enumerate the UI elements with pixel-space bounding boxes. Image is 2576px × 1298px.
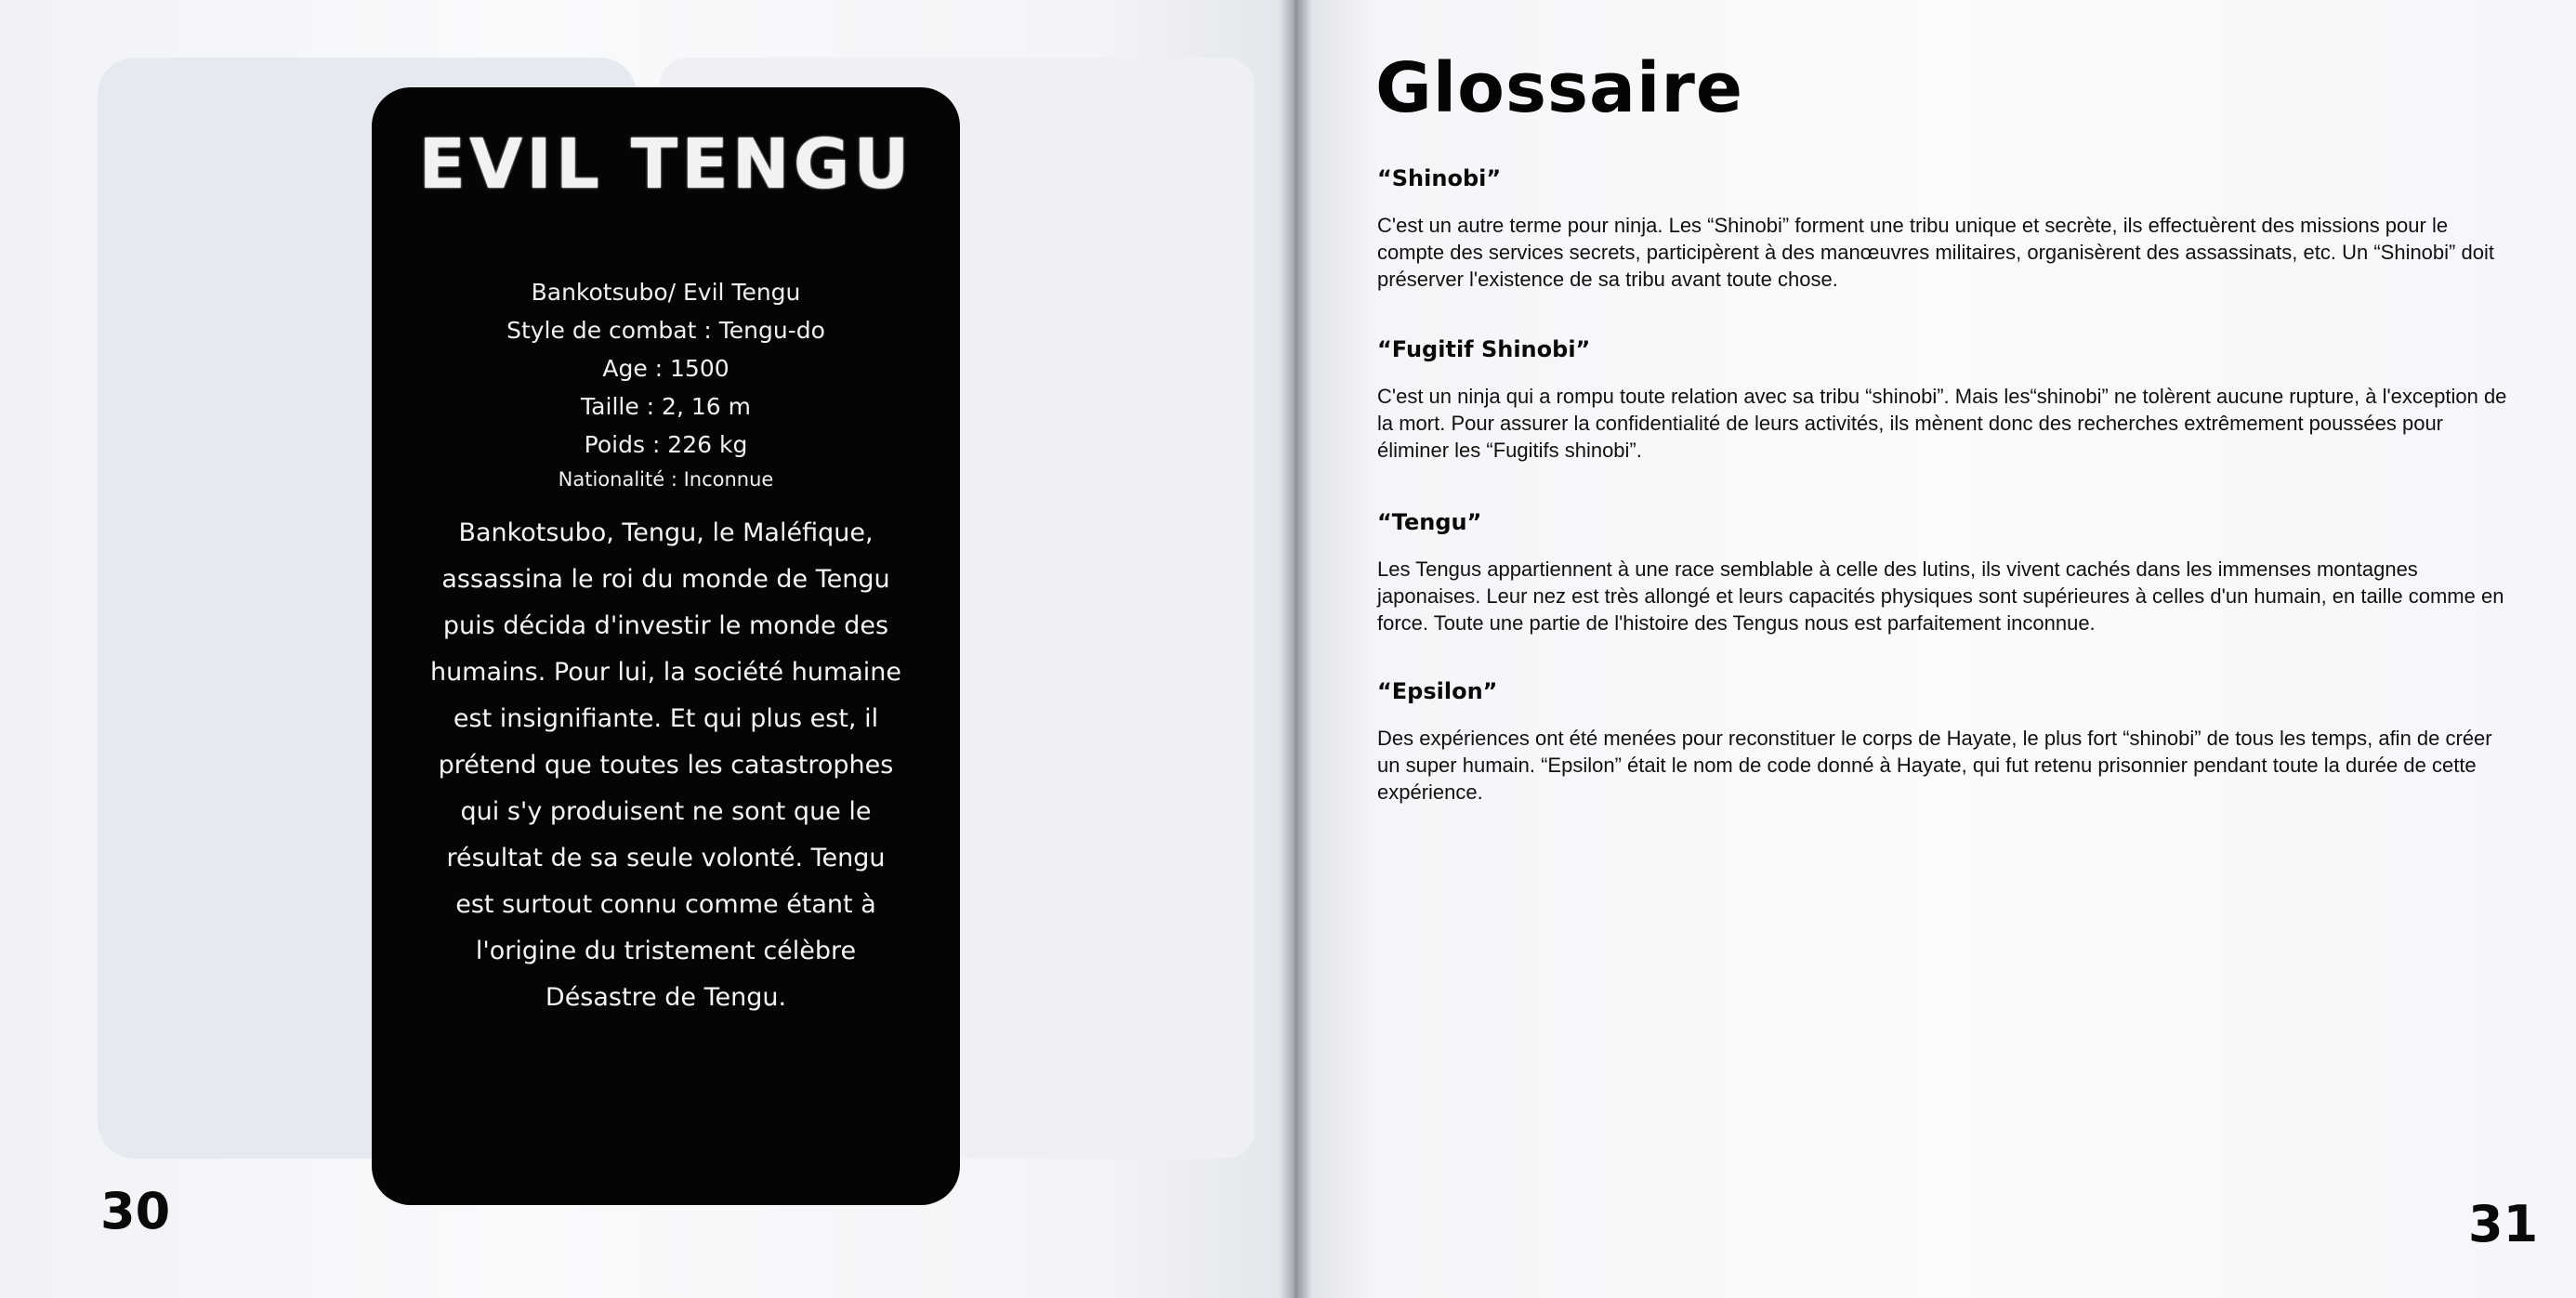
stat-height: Taille : 2, 16 m: [581, 393, 751, 420]
glossary-entry-tengu: [1377, 509, 2520, 636]
glossary-entry-epsilon: [1377, 678, 2520, 806]
page-number-right: 31: [2468, 1195, 2539, 1253]
glossary-definition: C'est un autre terme pour ninja. Les “Shinobi” forment une tribu unique et secrète, ils effectuèrent des missions pour le compte des services secrets, participèrent à des manœuvres militaires, organisèrent des assassinats, etc. Un “Shinobi” doit préserver l'existence de sa tribu avant toute chose.: [1377, 214, 2494, 291]
book-spine: [1279, 0, 1312, 1298]
glossary-term: “Fugitif Shinobi”: [1377, 336, 1591, 362]
character-name: EVIL TENGU: [418, 125, 913, 204]
glossary-term: “Epsilon”: [1377, 678, 1498, 704]
page-number-left: 30: [100, 1182, 171, 1240]
glossary-title: Glossaire: [1375, 48, 1744, 128]
glossary-definition: Les Tengus appartiennent à une race semblable à celle des lutins, ils vivent cachés dans les immenses montagnes japonaises. Leur nez est très allongé et leurs capacités physiques sont supérieures à celles d'un humain, en taille comme en force. Toute une partie de l'histoire des Tengus nous est parfaitement inconnue.: [1377, 557, 2504, 635]
glossary-entry-shinobi: [1377, 165, 2520, 293]
glossary-entry-fugitif-shinobi: [1377, 336, 2520, 464]
stat-nationality: Nationalité : Inconnue: [558, 468, 774, 491]
glossary-definition: C'est un ninja qui a rompu toute relation avec sa tribu “shinobi”. Mais les“shinobi” ne tolèrent aucune rupture, à l'exception de la mort. Pour assurer la confidentialité de leurs activités, ils mènent donc des recherches extrêmement poussées pour éliminer les “Fugitifs shinobi”.: [1377, 385, 2507, 462]
glossary-term: “Tengu”: [1377, 509, 1482, 535]
stat-weight: Poids : 226 kg: [584, 431, 748, 458]
character-bio: Bankotsubo, Tengu, le Maléfique, assassina le roi du monde de Tengu puis décida d'investir le monde des humains. Pour lui, la société humaine est insignifiante. Et qui plus est, il prétend que toutes les catastrophes qui s'y produisent ne sont que le résultat de sa seule volonté. Tengu est surtout connu comme étant à l'origine du tristement célèbre Désastre de Tengu.: [429, 518, 902, 1012]
glossary-term: “Shinobi”: [1377, 165, 1502, 191]
character-stats: [372, 273, 960, 495]
stat-name: Bankotsubo/ Evil Tengu: [531, 279, 801, 306]
character-card: [372, 87, 960, 1205]
glossary-definition: Des expériences ont été menées pour reconstituer le corps de Hayate, le plus fort “shinobi” de tous les temps, afin de créer un super humain. “Epsilon” était le nom de code donné à Hayate, qui fut retenu prisonnier pendant toute la durée de cette expérience.: [1377, 727, 2492, 804]
stat-style: Style de combat : Tengu-do: [506, 317, 825, 344]
stat-age: Age : 1500: [602, 355, 729, 382]
